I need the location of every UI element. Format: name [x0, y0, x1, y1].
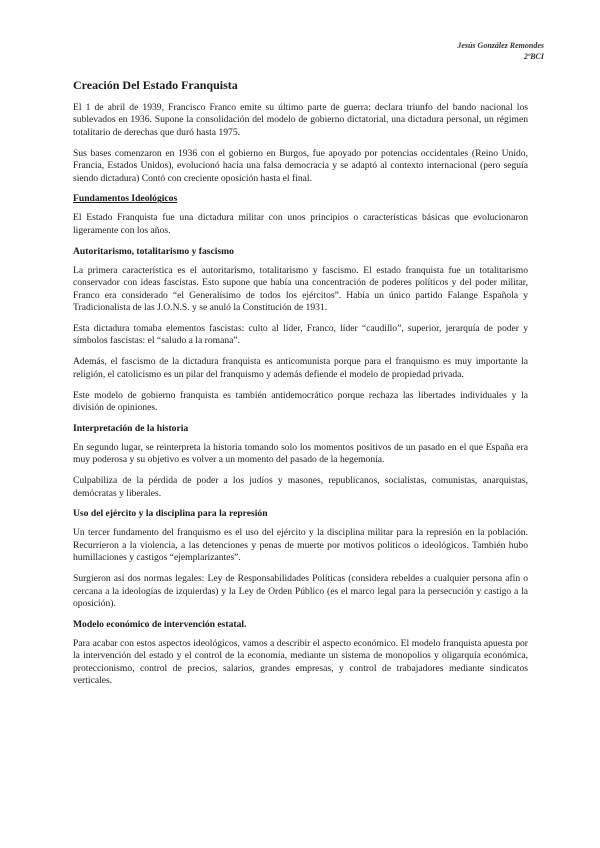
- page-header: [457, 40, 544, 62]
- paragraph: Culpabiliza de la pérdida de poder a los judíos y masones, republicanos, socialistas, comunistas, anarquistas, demócratas y liberales.: [73, 475, 528, 499]
- paragraph: Para acabar con estos aspectos ideológicos, vamos a describir el aspecto económico. El modelo franquista apuesta por la intervención del estado y el control de la economía, mediante un sistema de monopolios y oligarquía económica, proteccionismo, control de precios, salarios, grandes empresas, y control de trabajadores mediante sindicatos verticales.: [73, 637, 528, 687]
- section-heading: Autoritarismo, totalitarismo y fascismo: [73, 245, 234, 257]
- document-body: [73, 78, 528, 696]
- paragraph: La primera característica es el autoritarismo, totalitarismo y fascismo. El estado franquista fue un totalitarismo conservador con ideas fascistas. Esto supone que había una concentración de poderes políticos y del poder militar, Franco era considerado “el Generalísimo de todos los ejércitos”. Había un único partido Falange Española y Tradicionalista de las J.O.N.S. y se anuló la Constitución de 1931.: [73, 264, 528, 313]
- section-heading: Uso del ejército y la disciplina para la represión: [73, 508, 268, 520]
- paragraph: El Estado Franquista fue una dictadura militar con unos principios o características básicas que evolucionaron ligeramente con los años.: [73, 212, 528, 236]
- document-title: Creación Del Estado Franquista: [73, 78, 238, 92]
- section-heading: Modelo económico de intervención estatal.: [73, 618, 247, 630]
- paragraph: Un tercer fundamento del franquismo es el uso del ejército y la disciplina militar para la represión en la población. Recurrieron a la violencia, a las detenciones y penas de muerte por motivos políticos o ideológicos. También hubo humillaciones y castigos “ejemplarizantes”.: [73, 527, 528, 564]
- paragraph: En segundo lugar, se reinterpreta la historia tomando solo los momentos positivos de un pasado en el que España era muy poderosa y su objetivo es volver a un momento del pasado de la hegemonía.: [73, 441, 528, 466]
- author-name: Jesús González Remondes: [457, 41, 544, 50]
- section-heading: Interpretación de la historia: [73, 422, 189, 434]
- paragraph: Sus bases comenzaron en 1936 con el gobierno en Burgos, fue apoyado por potencias occidentales (Reino Unido, Francia, Estados Unidos), evolucionó hacia una falsa democracia y se adaptó al contexto internacional (pero seguía siendo dictadura) Contó con creciente oposición hasta el final.: [73, 147, 528, 184]
- paragraph: El 1 de abril de 1939, Francisco Franco emite su último parte de guerra: declara triunfo del bando nacional los sublevados en 1936. Supone la consolidación del modelo de gobierno dictatorial, una dictadura personal, un régimen totalitario de derechas que duró hasta 1975.: [73, 102, 528, 138]
- course-label: 2ºBCI: [523, 52, 544, 61]
- paragraph: Surgieron así dos normas legales: Ley de Responsabilidades Políticas (considera rebeldes a cualquier persona afín o cercana a la ideologías de izquierdas) y la Ley de Orden Público (es el marco legal para la persecución y castigo a la oposición).: [73, 573, 528, 609]
- section-heading: Fundamentos Ideológicos: [73, 193, 178, 205]
- paragraph: Esta dictadura tomaba elementos fascistas: culto al líder, Franco, líder “caudillo”, superior, jerarquía de poder y símbolos fascistas: el “saludo a la romana”.: [73, 322, 528, 347]
- paragraph: Además, el fascismo de la dictadura franquista es anticomunista porque para el franquismo es muy importante la religión, el catolicismo es un pilar del franquismo y además defiende el modelo de propiedad privada.: [73, 356, 528, 380]
- paragraph: Este modelo de gobierno franquista es también antidemocrático porque rechaza las libertades individuales y la división de opiniones.: [73, 389, 528, 413]
